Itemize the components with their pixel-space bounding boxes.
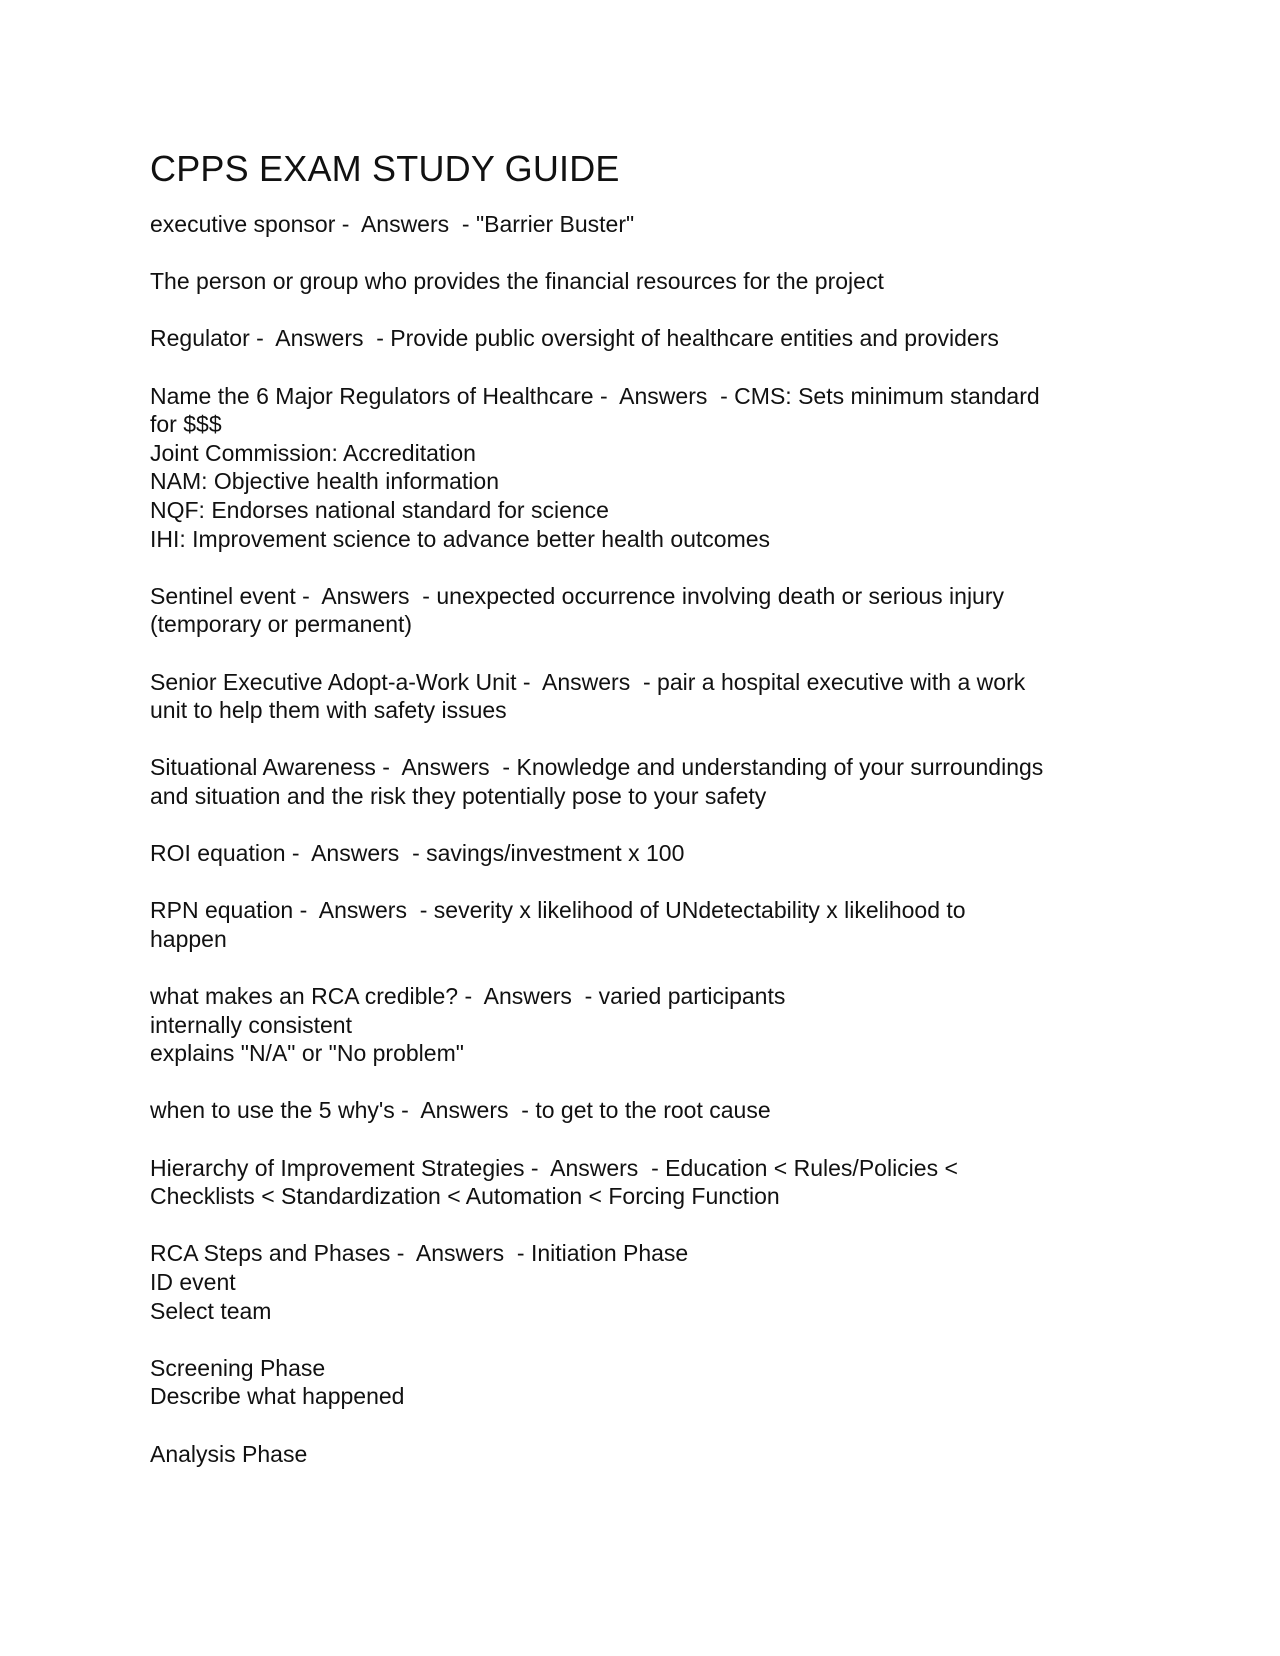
entry-line: Name the 6 Major Regulators of Healthcare - Answers - CMS: Sets minimum standard <box>150 382 1040 409</box>
entry-line: for $$$ <box>150 411 222 438</box>
entry-line: Regulator - Answers - Provide public oversight of healthcare entities and providers <box>150 325 999 352</box>
entry-line: explains "N/A" or "No problem" <box>150 1040 464 1067</box>
entry-line: Hierarchy of Improvement Strategies - Answers - Education < Rules/Policies < <box>150 1154 958 1181</box>
entry-line: IHI: Improvement science to advance better health outcomes <box>150 525 771 552</box>
study-entry <box>150 582 1140 639</box>
entry-line: Senior Executive Adopt-a-Work Unit - Answers - pair a hospital executive with a work <box>150 668 1026 695</box>
study-entry <box>150 1354 1140 1411</box>
entry-line: executive sponsor - Answers - "Barrier Buster" <box>150 211 635 237</box>
study-entry <box>150 210 1140 239</box>
entry-line: when to use the 5 why's - Answers - to get to the root cause <box>150 1097 771 1124</box>
study-entry <box>150 1239 1140 1325</box>
study-entry <box>150 267 1140 296</box>
entry-line: what makes an RCA credible? - Answers - varied participants <box>150 983 786 1010</box>
entry-line: (temporary or permanent) <box>150 611 413 638</box>
entry-line: NQF: Endorses national standard for science <box>150 496 609 523</box>
entry-line: Select team <box>150 1297 272 1324</box>
entry-line: and situation and the risk they potentially pose to your safety <box>150 782 767 809</box>
entry-line: ID event <box>150 1268 236 1295</box>
study-entry <box>150 382 1140 554</box>
study-entry <box>150 668 1140 725</box>
study-entry <box>150 753 1140 810</box>
entry-line: unit to help them with safety issues <box>150 697 507 724</box>
document-title: CPPS EXAM STUDY GUIDE <box>150 148 620 189</box>
study-entry <box>150 839 1140 868</box>
document-page <box>150 148 1140 1497</box>
study-entry <box>150 1096 1140 1125</box>
entry-line: Sentinel event - Answers - unexpected occurrence involving death or serious injury <box>150 582 1005 609</box>
entry-line: happen <box>150 925 227 952</box>
study-entry <box>150 982 1140 1068</box>
entry-line: Describe what happened <box>150 1383 405 1410</box>
entry-line: Screening Phase <box>150 1354 326 1381</box>
study-entry <box>150 1440 1140 1469</box>
entry-line: ROI equation - Answers - savings/investment x 100 <box>150 840 685 867</box>
entry-line: The person or group who provides the financial resources for the project <box>150 268 884 295</box>
entry-line: Analysis Phase <box>150 1440 308 1467</box>
study-entry <box>150 1154 1140 1211</box>
study-entry <box>150 896 1140 953</box>
entry-line: Situational Awareness - Answers - Knowledge and understanding of your surroundings <box>150 754 1044 781</box>
study-guide-entries <box>150 210 1140 1468</box>
entry-line: NAM: Objective health information <box>150 468 499 495</box>
entry-line: internally consistent <box>150 1011 352 1038</box>
entry-line: Checklists < Standardization < Automation < Forcing Function <box>150 1183 780 1210</box>
entry-line: RCA Steps and Phases - Answers - Initiation Phase <box>150 1240 689 1267</box>
study-entry <box>150 324 1140 353</box>
entry-line: Joint Commission: Accreditation <box>150 439 476 466</box>
entry-line: RPN equation - Answers - severity x likelihood of UNdetectability x likelihood to <box>150 897 966 924</box>
